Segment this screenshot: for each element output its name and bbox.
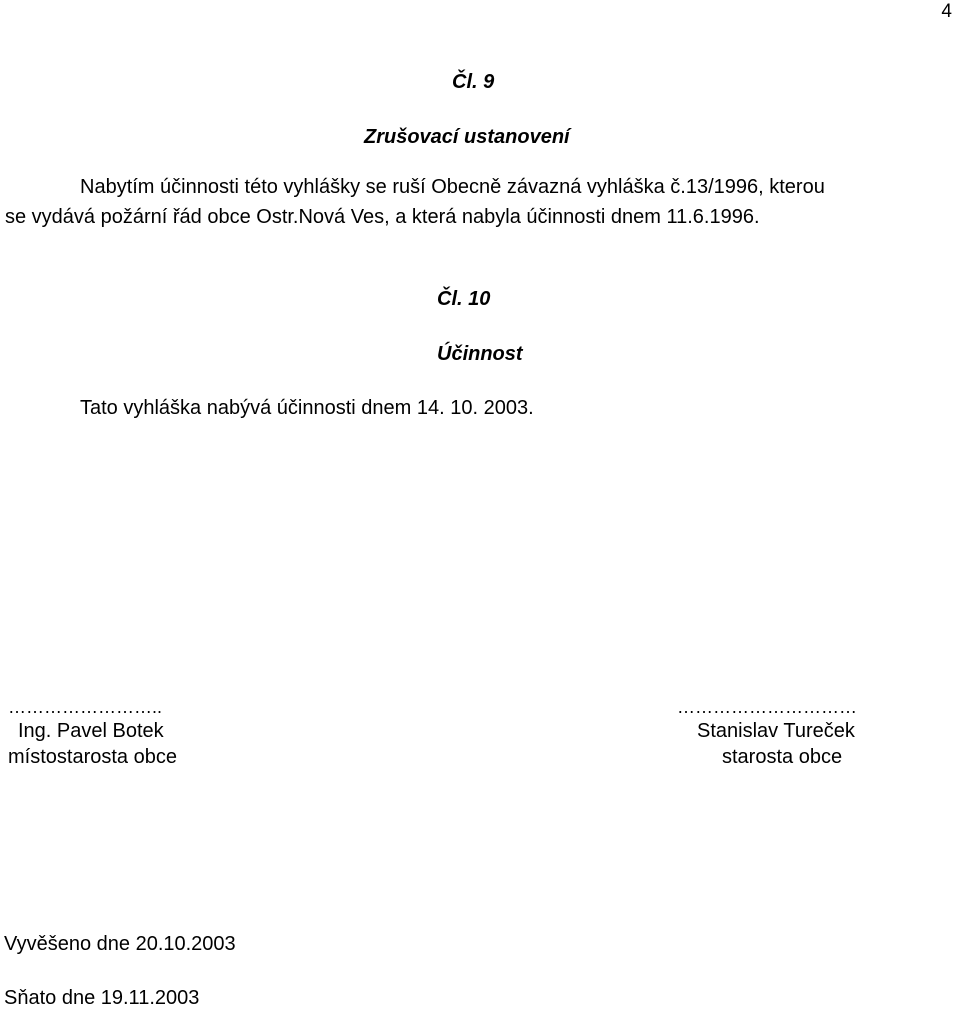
article-9-paragraph-line-1: Nabytím účinnosti této vyhlášky se ruší Obecně závazná vyhláška č.13/1996, kterou bbox=[80, 176, 825, 198]
posted-date: Vyvěšeno dne 20.10.2003 bbox=[4, 933, 236, 955]
removed-date: Sňato dne 19.11.2003 bbox=[4, 987, 200, 1009]
article-9-title: Zrušovací ustanovení bbox=[364, 126, 570, 148]
article-10-paragraph: Tato vyhláška nabývá účinnosti dnem 14. 10. 2003. bbox=[80, 397, 534, 419]
signatory-name-right: Stanislav Tureček bbox=[697, 720, 855, 742]
article-9-heading: Čl. 9 bbox=[452, 71, 495, 93]
article-10-title: Účinnost bbox=[437, 343, 523, 365]
signatory-role-left: místostarosta obce bbox=[8, 746, 177, 768]
signatory-name-left: Ing. Pavel Botek bbox=[18, 720, 164, 742]
page-number: 4 bbox=[941, 1, 952, 22]
signature-line-left: …………………….. bbox=[8, 697, 163, 717]
article-9-paragraph-line-2: se vydává požární řád obce Ostr.Nová Ves, a která nabyla účinnosti dnem 11.6.1996. bbox=[5, 206, 760, 228]
signatory-role-right: starosta obce bbox=[722, 746, 843, 768]
signature-line-right: ………………………… bbox=[677, 697, 857, 717]
article-10-heading: Čl. 10 bbox=[437, 288, 491, 310]
